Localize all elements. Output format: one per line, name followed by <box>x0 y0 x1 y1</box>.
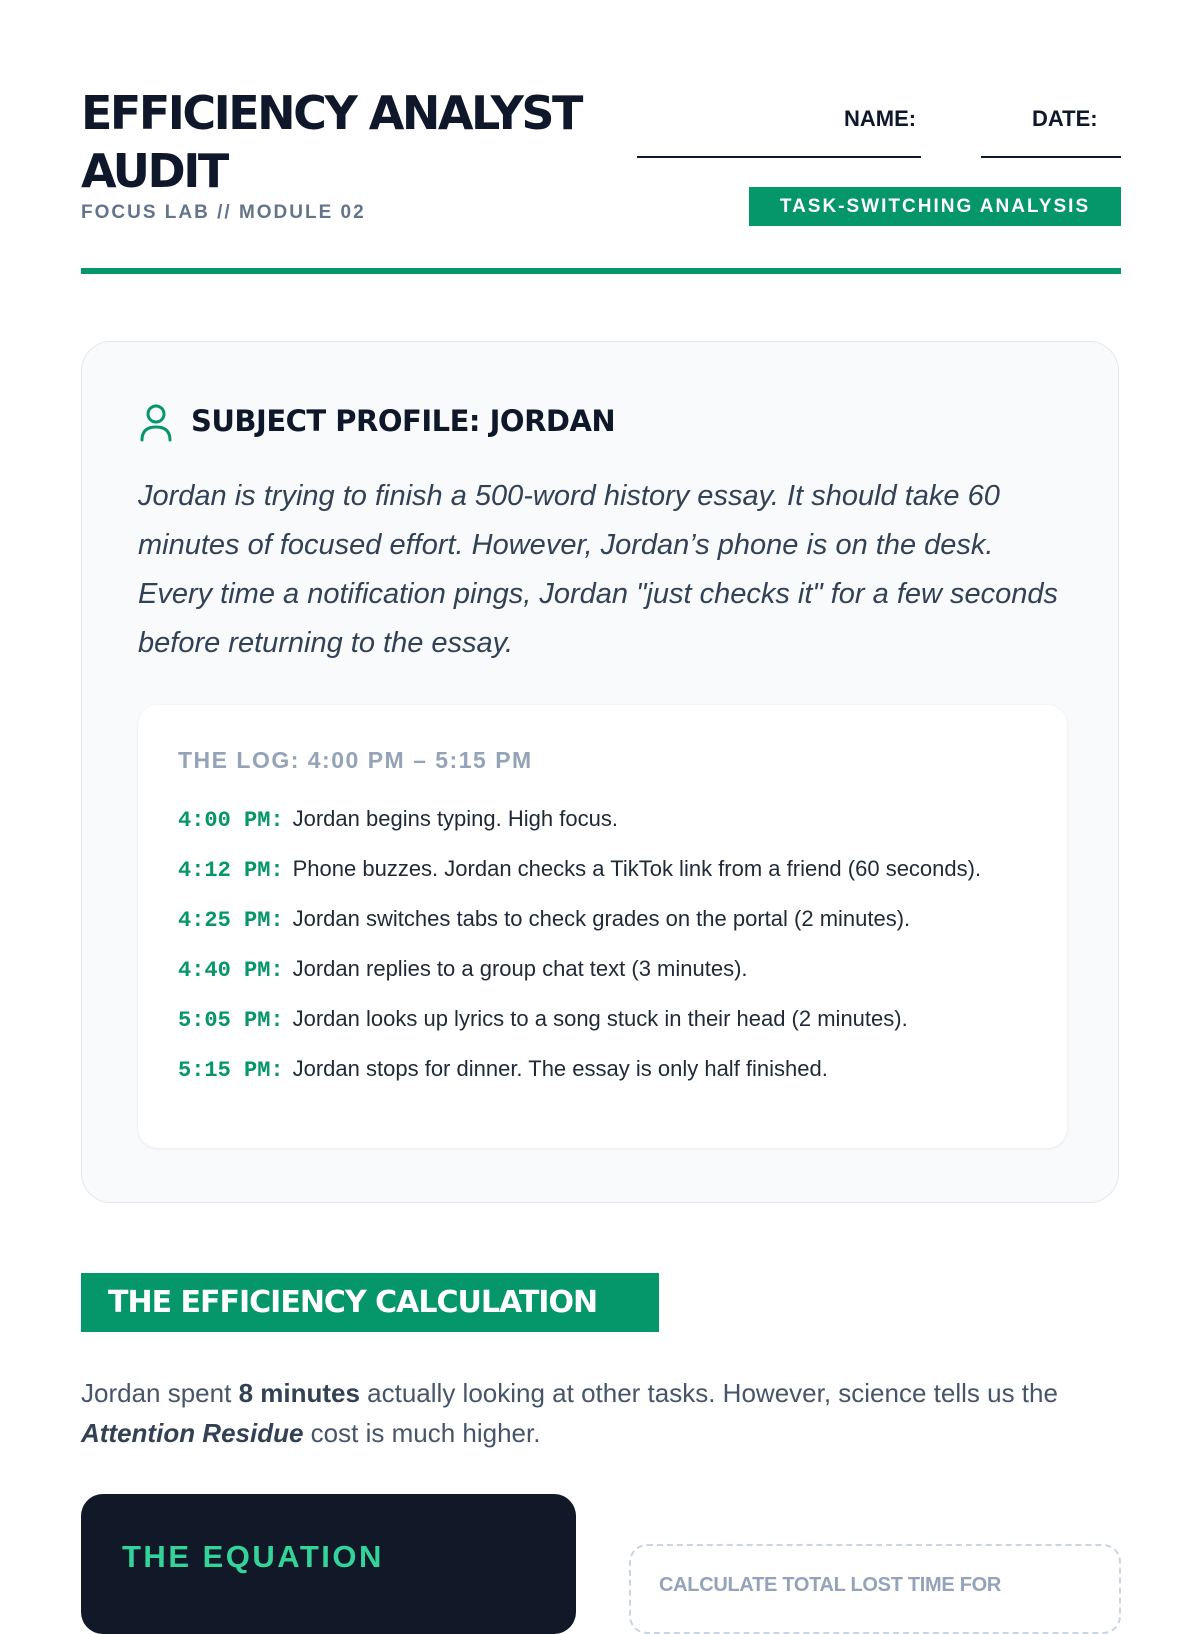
log-text: Phone buzzes. Jordan checks a TikTok link from a friend (60 seconds). <box>292 856 982 881</box>
log-text: Jordan switches tabs to check grades on the portal (2 minutes). <box>292 906 911 931</box>
subject-profile-card <box>81 341 1119 1203</box>
header-divider <box>81 268 1121 274</box>
minutes-highlight: 8 minutes <box>238 1378 360 1408</box>
exercise-label: CALCULATE TOTAL LOST TIME FOR <box>659 1574 1002 1596</box>
intro-text: Jordan spent <box>81 1378 239 1408</box>
log-entry <box>178 851 1018 888</box>
section-heading: THE EFFICIENCY CALCULATION <box>81 1273 659 1332</box>
profile-title: SUBJECT PROFILE: JORDAN <box>191 404 616 438</box>
log-time: 4:00 PM: <box>178 808 284 833</box>
log-time: 4:25 PM: <box>178 908 284 933</box>
date-field[interactable] <box>981 156 1121 158</box>
user-icon <box>138 402 174 442</box>
log-text: Jordan replies to a group chat text (3 minutes). <box>292 956 748 981</box>
name-field[interactable] <box>637 156 921 158</box>
worksheet-page <box>81 0 1121 1600</box>
date-label: DATE: <box>1032 106 1098 131</box>
log-entry <box>178 801 1018 838</box>
calculation-intro <box>81 1373 1111 1453</box>
equation-card <box>81 1494 576 1634</box>
activity-log <box>138 705 1067 1148</box>
log-text: Jordan looks up lyrics to a song stuck in their head (2 minutes). <box>292 1006 908 1031</box>
log-text: Jordan begins typing. High focus. <box>292 806 618 831</box>
log-text: Jordan stops for dinner. The essay is only half finished. <box>292 1056 828 1081</box>
log-entry <box>178 1001 1018 1038</box>
equation-title: THE EQUATION <box>122 1539 384 1574</box>
log-list <box>178 801 1018 1101</box>
name-label: NAME: <box>844 106 917 131</box>
worksheet-header <box>81 84 1121 276</box>
log-entry <box>178 951 1018 988</box>
attention-residue-term: Attention Residue <box>81 1418 304 1448</box>
log-time: 5:15 PM: <box>178 1058 284 1083</box>
log-time: 4:12 PM: <box>178 858 284 883</box>
module-subtitle: FOCUS LAB // MODULE 02 <box>81 202 366 223</box>
log-time: 5:05 PM: <box>178 1008 284 1033</box>
log-title: THE LOG: 4:00 PM – 5:15 PM <box>178 747 533 773</box>
topic-badge: TASK-SWITCHING ANALYSIS <box>749 187 1121 226</box>
intro-text: cost is much higher. <box>303 1418 541 1448</box>
intro-text: actually looking at other tasks. However, science tells us the <box>359 1378 1058 1408</box>
lost-time-exercise[interactable] <box>629 1544 1121 1634</box>
page-title: EFFICIENCY ANALYST AUDIT <box>81 86 581 198</box>
profile-description: Jordan is trying to finish a 500-word history essay. It should take 60 minutes of focused effort. However, Jordan’s phone is on the desk. Every time a notification pings, Jordan "just checks it" for a few seconds before returning to the essay. <box>138 480 1059 659</box>
log-entry <box>178 901 1018 938</box>
log-time: 4:40 PM: <box>178 958 284 983</box>
log-entry <box>178 1051 1018 1088</box>
